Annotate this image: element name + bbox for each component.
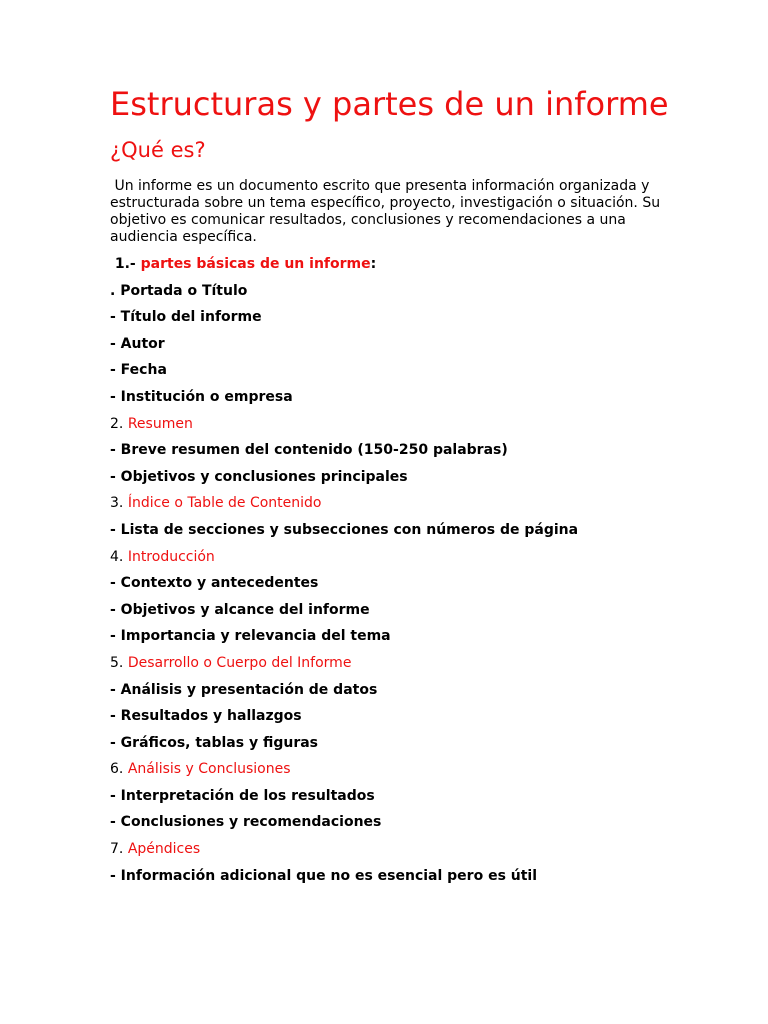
section-heading-text: Apéndices — [127, 841, 201, 858]
section-number: 4. — [110, 548, 128, 565]
list-item: - Objetivos y alcance del informe — [110, 601, 370, 618]
section-heading-3 — [110, 490, 670, 517]
section-heading-text: Análisis y Conclusiones — [127, 761, 291, 778]
section-subtitle: ¿Qué es? — [110, 138, 206, 162]
section-heading-2 — [110, 411, 670, 438]
list-item: . Portada o Título — [110, 282, 248, 299]
section-heading-text: Resumen — [127, 415, 193, 432]
section-number: 3. — [110, 495, 128, 512]
list-item: - Contexto y antecedentes — [110, 575, 319, 592]
list-item: - Interpretación de los resultados — [110, 787, 375, 804]
section-number: 6. — [110, 761, 128, 778]
list-item: - Conclusiones y recomendaciones — [110, 814, 382, 831]
document-page — [110, 84, 670, 889]
section-heading-text: Desarrollo o Cuerpo del Informe — [127, 654, 352, 671]
list-item: - Título del informe — [110, 309, 262, 326]
list-item: - Objetivos y conclusiones principales — [110, 468, 408, 485]
intro-paragraph: Un informe es un documento escrito que presenta información organizada y estructurada sobre un tema específico, proyecto, investigación o situación. Su objetivo es comunicar resultados, conclusiones y recomendaciones a una audiencia específica. — [110, 178, 665, 245]
section-heading-suffix: : — [370, 256, 377, 272]
document-title: Estructuras y partes de un informe — [110, 85, 669, 123]
list-item: - Importancia y relevancia del tema — [110, 628, 391, 645]
section-heading-text: Índice o Table de Contenido — [127, 495, 322, 512]
section-heading-5 — [110, 650, 670, 677]
section-number: 5. — [110, 654, 128, 671]
list-item: - Fecha — [110, 362, 167, 379]
list-item: - Breve resumen del contenido (150-250 palabras) — [110, 442, 508, 459]
list-item: - Resultados y hallazgos — [110, 708, 302, 725]
sections-list — [110, 251, 670, 889]
list-item: - Autor — [110, 335, 165, 352]
list-item: - Lista de secciones y subsecciones con números de página — [110, 521, 579, 538]
section-heading-7 — [110, 836, 670, 863]
section-number: 7. — [110, 841, 128, 858]
section-heading-text: partes básicas de un informe — [140, 256, 371, 272]
section-heading-1 — [110, 251, 670, 278]
section-heading-6 — [110, 756, 670, 783]
section-heading-text: Introducción — [127, 548, 215, 565]
list-item: - Información adicional que no es esencial pero es útil — [110, 867, 538, 884]
section-number: 1.- — [110, 256, 141, 272]
list-item: - Institución o empresa — [110, 388, 293, 405]
section-heading-4 — [110, 544, 670, 571]
list-item: - Gráficos, tablas y figuras — [110, 734, 319, 751]
section-number: 2. — [110, 415, 128, 432]
list-item: - Análisis y presentación de datos — [110, 681, 378, 698]
